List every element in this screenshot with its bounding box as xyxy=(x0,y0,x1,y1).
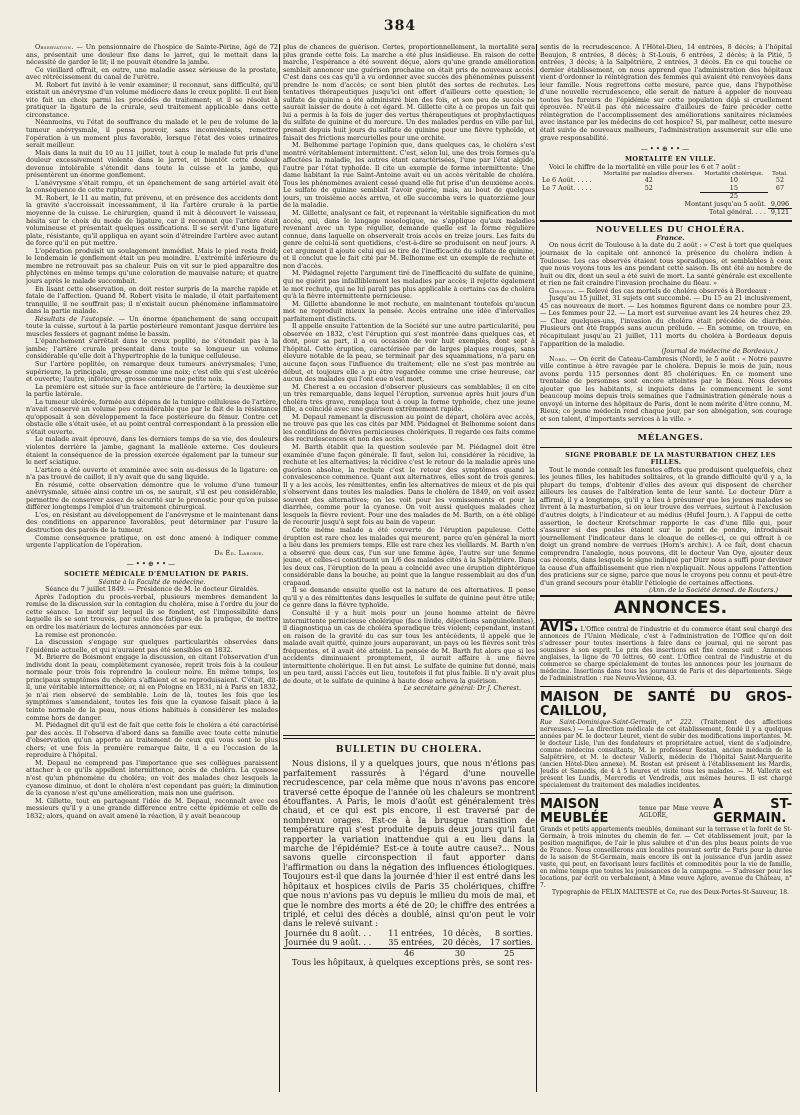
paragraph: Nous disions, il y a quelques jours, que nous n'étions pas parfaitement rassurés à l'égard d'une nouvelle recrudescence, par cela même que nous n'avons pas encore traversé cette époque de l'année où les chaleurs se montrent étouffantes. A Paris, le mois d'août est généralement très chaud, et ce qui est pis encore, il est traversé par de nombreux orages. Est-ce à la brusque transition de température qui s'est produite depuis deux jours qu'il faut rapporter la variation inattendue qui a eu lieu dans la marche de l'épidémie? Est-ce à toute autre cause?... Nous savons quelle circonspection il faut apporter dans l'affirmation ou dans la négation des influences étiologiques. Toujours est-il que dans la journée d'hier il est entré dans les hôpitaux et hospices civils de Paris 35 cholériques, chiffre que nous n'avions pas vu depuis le milieu du mois de mai, et que le nombre des morts a été de 20; le chiffre des entrées a triplé, et celui des décès a doublé, ainsi qu'on peut le voir dans le relevé suivant : xyxy=(283,758,535,929)
autopsy-text: — Un énorme épanchement de sang occupait toute la cuisse, surtout à la partie postérieure remontant jusque derrière les muscles fessiers et gagnant même le bassin. xyxy=(26,314,278,338)
paragraph: Il appelle ensuite l'attention de la Société sur une autre particularité, peu observée en 1832, c'est l'éruption qui s'est montrée dans quelques cas, et dont, pour sa part, il a eu occasion de voir huit exemples, dont sept à l'hôpital. Cette éruption, caractérisée par de larges plaques rouges, sans élevure notable de la peau, se terminait par des squammations, n'a paru en aucune façon sous l'influence du traitement; elle ne s'est pas montrée au début, et toujours elle a pu être regardée comme une crise heureuse, car aucun des malades qui l'ont eue n'est mort. xyxy=(283,322,535,384)
cell-sorties: 17 sorties. xyxy=(489,937,533,948)
table-cell: 67 xyxy=(775,184,785,193)
section-title: MÉLANGES. xyxy=(637,432,704,443)
total-entrees: 46 xyxy=(403,947,415,958)
paragraph: M. Piédagnel dit qu'il est de fait que cette fois le choléra a été caractérisé par des accès. Il l'observa d'abord dans sa famille avec toute cette minutie d'observation qu'un apporte au traitement de ceux qui vous sont le plus chers; et une fois la première remarque faite, il a eu l'occasion de la reproduire à l'hôpital. xyxy=(26,721,278,760)
source-citation: (Journal de médecine de Bordeaux.) xyxy=(661,347,778,356)
cell-entrees: 35 entrées, xyxy=(388,937,435,948)
paragraph: M. Belhomme partage l'opinion que, dans quelques cas, le choléra s'est montré véritablement intermittent. C'est, selon lui, une des trois formes qu'a affectées la maladie, les autres étant caractérisées, l'une par l'état algide, l'autre par l'état typhoïde. Il cite un exemple de forme intermittente: Une dame habitant la rue Saint-Antoine avait eu un accès véritable de choléra. Tous les phénomènes avaient cessé quand elle fut prise d'un deuxième accès. Le sulfate de quinine semblait l'avoir guérie, mais, au bout de quelques jours, un troisième accès arriva, et elle succomba vers le quatorzième jour de la maladie. xyxy=(283,141,535,210)
ad-headline: MAISON DE SANTÉ DU GROS-CAILLOU, xyxy=(540,689,792,719)
section-subtitle: Séante à la Faculté de médecine. xyxy=(98,577,206,586)
ad-rule xyxy=(540,686,792,687)
paragraph: L'os, en résistant au développement de l'anévrysme et le maintenant dans des conditions en apparence favorables, peut déterminer par l'usure la destruction des parois de la tumeur. xyxy=(26,510,278,534)
paragraph: Tout le monde connaît les funestes effets que produisent quelquefois, chez les jeunes filles, les habitudes solitaires, et la grande difficulté qu'il y a, la plupart du temps, d'obtenir d'elles des aveux qui disposent de chercher ailleurs les causes de l'altération lente de leur santé. Le docteur Dürr a affirmé, il y a longtemps, qu'il y a lieu à présumer que les jeunes malades se livrent à la masturbation, si on leur trouve des verrues, surtout à l'exclusion d'autres doigts, à l'indicateur et au médius (Hufel Journ.). A l'appui de cette assertion, le docteur Kretschmar rapporte le cas d'une fille qui, pour s'assurer si des poules étaient sur le point de pondre, introduisait journellement l'indicateur dans le cloaque de celles-ci, ce qui offrait à ce doigt un grand nombre de verrues (Horn's archiv.). A ce fait, dont chacun comprendra l'analogie, nous pouvons, dit le docteur Van Oye, ajouter deux cas récents, dans lesquels le signe indiqué par Dürr nous a suffi pour deviner la cause d'un affaiblissement que rien n'expliquait. Nous appelons l'attention des praticiens sur ce signe, parce que nous le croyons peu connu et peut-être d'un grand secours pour établir l'étiologie de certaines affections. xyxy=(540,465,792,587)
paragraph: Cette même malade a été couverte de l'éruption papuleuse. Cette éruption est rare chez les malades qui meurent, parce qu'en général la mort a lieu dans les premiers temps. Elle est rare chez les vieillards. M. Barth n'en a observé que deux cas, l'un sur une femme âgée, l'autre sur une femme jeune, et celles-ci constituent un 1/6 des malades cités à la Salpêtrière. Dans les deux cas, l'éruption de la peau a coïncidé avec une éruption diphtérique considérable dans la bouche, au point que la langue ressemblait au dos d'un crapaud. xyxy=(283,526,535,587)
column-divider xyxy=(536,44,537,1092)
paragraph: Néanmoins, vu l'état de souffrance du malade et le peu de volume de la tumeur anévrysmale, il pensa pouvoir, sans inconvénients, remettre l'opération à un moment plus favorable, lorsque l'état des voies urinaires serait meilleur. xyxy=(26,118,278,150)
table-cell: 52 xyxy=(644,184,653,193)
ad-text: Grands et petits appartements meublés, dominant sur la terrasse et la forêt de St-Germain, à trois minutes du chemin de fer. — Cet établissement jouit, par la position magnifique, de l'air le plus salubre et d'un des plus beaux points de vue de France. Nous conseillerons aux localités pouvant sortir de Paris pour la durée de la saison de St-Germain, mais encore ils ont la jouissance d'un jardin assez vaste, qui peut, en favorisant leurs facilités et commodités pour la vie de famille, en même temps que toutes les jouissances de la campagne. — S'adresser pour les locations, par écrit ou verbalement, à Mme veuve Aglore, avenue du Château, n° 7. xyxy=(540,825,792,889)
ad-avis xyxy=(540,619,792,682)
total-sorties: 25 xyxy=(504,947,515,958)
table-row xyxy=(540,185,792,193)
paragraph: Le malade avait éprouvé, dans les derniers temps de sa vie, des douleurs violentes derrière la jambe, gagnant la malléole externe. Ces douleurs étaient la conséquence de la pression exercée également par la tumeur sur le nerf sciatique. xyxy=(26,435,278,467)
paragraph: La remise est prononcée. xyxy=(35,630,118,639)
section-rule xyxy=(540,428,792,429)
ad-head: AVIS. xyxy=(540,619,579,635)
bulletin-table xyxy=(283,929,535,958)
table-cell: 10 xyxy=(729,176,738,185)
cell-deces: 20 décès, xyxy=(442,937,482,948)
ad-text: (Traitement des affections nerveuses.) — La direction médicale de cet établissement, fondé il y a quelques années par M. le docteur Leuret, vient de subir des modifications importantes. M. le docteur Lisle, l'un des fondateurs et propriétaire actuel, vient de s'adjoindre, comme médecins consultants, M. le professeur Rostan, ancien médecin de la Salpêtrière, et M. le docteur Vallerix, médecin de l'hôpital Saint-Marguerite (ancien Hôtel-Dieu annexe). M. Rostan est présent à l'établissement les Mardis, Jeudis et Samedis, de 4 à 5 heures et visite tous les malades. — M. Vallerix est présent les Lundis, Mercredis et Vendredis, aux mêmes heures. Il est chargé spécialement du traitement des maladies incidentes. xyxy=(540,718,792,789)
total-value: 9,121 xyxy=(768,209,792,217)
paragraph: M. Gillette abandonne le mot rechute, en maintenant toutefois qu'aucun mot ne reproduit mieux la pensée. Accès entraîne une idée d'intervalles parfaitement distincts. xyxy=(283,299,535,323)
annonces-title: ANNONCES. xyxy=(540,595,792,621)
autopsy-lead: Résultats de l'autopsie. xyxy=(35,314,115,323)
paragraph: Consulté il y a huit mois pour un jeune homme atteint de fièvre intermittente pernicieuse cholérique (face livide, déjections sanguinolentes), il diagnostiqua un cas de choléra sporadique très violent; cependant, instant en raison de la gravité du cas sur tous les antécédents, il appelé que le malade avait quitté, quinze jours auparavant, un pays où les fièvres sont très fréquentes, et il avait été atteint. La pensée de M. Barth fut alors que si les accidents diminuaient promptement, il aurait affaire à une fièvre intermittente cholérique. Il en fut ainsi. Le sulfate de quinine fut donné, mais un peu tard, aussi l'accès eut lieu, toutefois il fut plus faible. Il n'y avait plus de doute, et le sulfate de quinine à haute dose acheva la guérison. xyxy=(283,609,535,685)
page-number: 384 xyxy=(383,18,417,34)
paragraph: La tumeur ulcérée, formée aux dépens de la tunique celluleuse de l'artère, n'avait conservé un volume peu considérable que par le fait de la résistance qu'opposait à son développement la face postérieure du fémur. Contre cet obstacle elle s'était usée, et au point central correspondant à la pression elle s'était ouverte. xyxy=(26,397,278,436)
paragraph: Ce vieillard offrait, en outre, une maladie assez sérieuse de la prostate, avec rétrécissement du canal de l'urètre. xyxy=(26,65,278,82)
region-text: — Relevé des cas mortels de choléra observés à Bordeaux : xyxy=(578,286,771,295)
paragraph: M. Robert, le 11 au matin, fut prévenu, et en présence des accidents dont la gravité s'accroissait incessamment, il lia l'artère crurale à la partie moyenne de la cuisse. Le chirurgien, quand il mit à découvert le vaisseau, hésita sur le choix du mode de ligature, car il reconnut que l'artère était volumineuse et présentait quelques ossifications. Il se servit d'une ligature plate, résistante, qu'il appliqua en ayant soin d'étreindre l'artère avec autant de force qu'il en put mettre. xyxy=(26,193,278,248)
paragraph: L'anévrysme s'était rompu, et un épanchement de sang artériel avait été la conséquence de cette rupture. xyxy=(26,178,278,195)
cell-entrees: 11 entrées, xyxy=(388,927,435,938)
bulletin-title: BULLETIN DU CHOLÉRA. xyxy=(335,745,483,755)
section-rule xyxy=(540,447,792,448)
montant-value: 9,096 xyxy=(770,199,790,208)
paragraph: Mais dans la nuit du 10 au 11 juillet, tout à coup le malade fut pris d'une douleur excessivement violente dans le jarret, et bientôt cette douleur devenue intolérable s'étendit dans toute la cuisse et la jambe, qui présentèrent un énorme gonflement. xyxy=(26,148,278,180)
paragraph: M. Gillette, analysant ce fait, et reprenant la véritable signification du mot accès, qui, dans le langage nosologique, ne s'applique qu'aux maladies revenant avec un type régulier, demande quelle est la forme régulière connue, dans laquelle on observerait trois accès en treize jours. Les faits du genre de celui-là sont quotidiens, c'est-à-dire se produisent en neuf jours. A cet argument il ajoute celui qui se tire de l'inefficacité du sulfate de quinine, et il conclut que le fait cité par M. Belhomme est un exemple de rechute et non d'accès. xyxy=(283,209,535,270)
paragraph: L'opération produisit un soulagement immédiat. Mais le pied resta froid; le lendemain le gonflement était un peu moindre. L'extrémité inférieure du membre ne retrouvait pas sa chaleur. Puis on vit sur le pied apparaître des phlyctènes en même temps qu'une coloration de mauvaise nature; et quatre jours après le malade succombait. xyxy=(26,246,278,285)
mortality-table xyxy=(540,171,792,217)
section-rule xyxy=(283,735,535,736)
ornament-divider: —••⊕••— xyxy=(640,145,692,154)
sum-cell: 25 xyxy=(700,193,768,201)
column-left xyxy=(26,44,278,1104)
cell-deces: 10 décès, xyxy=(442,927,482,938)
paragraph: Voici le chiffre de la mortalité en ville pour les 6 et 7 août : xyxy=(549,162,741,171)
region-text: — On écrit de Cateau-Cambresis (Nord), le 5 août : « Notre pauvre ville continue à être ravagée par le choléra. Depuis le mois de juin, nous avons perdu 115 personnes dont 85 cholériques. En ce moment une trentaine de personnes sont encore atteintes par le fléau. Nous devons ajouter que les habitants, si inquiets dans le commencement le sont beaucoup moins depuis trois semaines que l'administration générale nous a envoyé un interne des hôpitaux de Paris, dont le nom mérite d'être connu, M. Rieux; ce jeune médecin rend chaque jour, par son abnégation, son courage et son talent, d'importants services à la ville. » xyxy=(540,354,792,424)
row-label: Le 7 Août. . . . . xyxy=(542,184,592,193)
paragraph: Sur l'artère poplitée, on remarque deux tumeurs anévrysmales; l'une, supérieure, la principale, grosse comme une noix; c'est elle qui s'est ulcérée et ouverte; l'autre, inférieure, grosse comme une petite noix. xyxy=(26,359,278,384)
ad-gros-caillou xyxy=(540,691,792,789)
observation-paragraph xyxy=(26,44,278,67)
paragraph: plus de chances de guérison. Certes, proportionnellement, la mortalité sera plus grande cette fois. La marche a été plus insidieuse. En raison de cette marche, l'espérance a été souvent déçue, alors qu'une grande amélioration semblait annoncer une guérison prochaine on était pris de nouveaux accès. C'est dans ces cas qu'il a vu ordonner avec succès des phénomènes puissent prendre le nom d'accès; ce sont bien plutôt des sortes de rechutes. Les tentatives thérapeutiques jusqu'ici ont offert d'ailleurs cette question; le sulfate de quinine a été administré bien des fois, et son peu de succès ne saurait laisser de doute à cet égard. M. Gillette cite à ce propos un fait qui lui a permis à la fois de juger des vertus thérapeutiques et prophylactiques du sulfate de quinine et du mercure. Un des malades perdus en ville par lui, prenait depuis huit jours du sulfate de quinine pour une fièvre typhoïde, et faisait des frictions mercurielles pour une orchite. xyxy=(283,44,535,142)
ad-place: A ST-GERMAIN. xyxy=(713,796,792,826)
table-cell: 52 xyxy=(775,176,785,185)
section-rule xyxy=(540,220,792,222)
ad-text: L'Office central de l'industrie et du commerce étant seul chargé des annonces de l'Union Médicale, c'est à l'administration de l'Office qu'on doit s'adresser pour toutes insertions à faire dans ce journal, qui ne seront pas soumises à son esprit. Le prix des insertions est fixé comme suit : Annonces anglaises, la ligne de 70 lettres, 60 cent. L'Office central de l'industrie et du commerce se charge spécialement de toutes les annonces pour les journaux de médecine. Insertions dans tous les journaux de Paris et des départements. Siège de l'administration : rue Neuve-Vivienne, 43. xyxy=(540,625,792,682)
ad-rule xyxy=(540,793,792,794)
row-label: Le 6 Août. . . . . xyxy=(542,176,592,185)
paragraph: La première est située sur la face antérieure de l'artère; la deuxième sur la partie latérale. xyxy=(26,382,278,399)
column-middle xyxy=(283,44,535,729)
paragraph: On nous écrit de Toulouse à la date du 2 août : « C'est à tort que quelques journaux de la capitale ont annoncé la présence du choléra indien à Toulouse. Les cas observés étaient tous sporadiques, et semblables à ceux que nous voyons tous les ans pendant cette saison. Ils ont été au nombre de huit ou dix, dont un seul a été suivi de mort. La santé générale est excellente et rien ne fait craindre l'invasion prochaine du fléau. » xyxy=(540,241,792,288)
source-citation: (Ann. de la Société demed. de Routers.) xyxy=(649,586,778,595)
paragraph: Comme conséquence pratique, on est donc amené à indiquer comme urgente l'application de l'opération. xyxy=(26,533,278,550)
paragraph: Après l'adoption du procès-verbal, plusieurs membres demandent la remise de la discussion sur la contagion du choléra, mise à l'ordre du jour de cette séance. Le motif sur lequel ils se fondent, est l'impossibilité dans laquelle ils se sont trouvés, par suite des fatigues de la pratique, de mettre en ordre les matériaux de lectures annoncées par eux. xyxy=(26,592,278,632)
paragraph: M. Robert fut invité à le venir examiner; il reconnut, sans difficulté, qu'il existait un anévrysme d'un volume médiocre dans le creux poplité. Il eut bien vite fait un choix parmi les procédés de traitement; et il se résolut à pratiquer la ligature de la crurale, seul traitement applicable dans cette circonstance. xyxy=(26,80,278,119)
region-lead: Nord. xyxy=(549,354,568,363)
paragraph: En lisant cette observation, on doit rester surpris de la marche rapide et fatale de l'affection. Quand M. Robert visita le malade, il était parfaitement tranquille, il ne souffrait pas; il n'existait aucun phénomène inflammatoire dans la partie malade. xyxy=(26,284,278,316)
paragraph: sentis de la recrudescence. A l'Hôtel-Dieu, 14 entrées, 8 décès; à l'hôpital Beaujon, 8 entrées, 8 décès; à St-Louis, 6 entrées, 2 décès; à la Pitié, 5 entrées, 3 décès; à la Salpêtrière, 2 entrées, 3 décès. En ce qui touche ce dernier établissement, on nous apprend que l'administration des hôpitaux vient d'ordonner la réintégration des femmes qui avaient été renvoyées dans leur famille. Nous regrettons cette mesure, parce que, dans l'hypothèse d'une nouvelle recrudescence, elle serait de nature à appeler de nouveau toutes les fureurs de l'épidémie sur cette population déjà si cruellement éprouvée. N'eût-il pas été nécessaire d'ailleurs de faire précéder cette réintégration de l'accomplissement des améliorations sanitaires réclamées avec instance par les médecins de cet hospice? Si, par malheur, cette mesure était suivie de nouveaux malheurs, l'administration assumerait sur elle une grave responsabilité. xyxy=(540,44,792,142)
total-deces: 30 xyxy=(454,947,466,958)
paragraph: M. Brierre de Boismont engage la discussion, en citant l'observation d'un individu dont la peau, complètement cyanosée, reprit trois fois à la couleur normale pour trois fois reprendre la couleur noire. En même temps, les principaux symptômes du choléra s'affaient et se reproduisaient. C'était, dit-il, une véritable intermittence; or, ni en Pologne en 1831, ni à Paris en 1832, je n'ai rien observé de semblable. Loin de là, toutes les fois que les symptômes s'amendaient, toutes les fois que la cyanose faisait place à la teinte normale de la peau, nous étions habitués à considérer les malades comme hors de danger. xyxy=(26,653,278,722)
section-title: NOUVELLES DU CHOLÉRA. xyxy=(595,224,745,235)
cell-sorties: 8 sorties. xyxy=(495,927,533,938)
signature: Dr Éd. Laborie. xyxy=(214,548,264,557)
total-row xyxy=(540,209,792,217)
paragraph: M. Piédagnel rejette l'argument tiré de l'inefficacité du sulfate de quinine, qui ne guérit pas infailliblement les maladies par accès; il rejette également le mot rechute, qui ne lui paraît pas plus applicable à certains cas de choléra qu'à la fièvre intermittente pernicieuse. xyxy=(283,269,535,301)
article-title: SIGNE PROBABLE DE LA MASTURBATION CHEZ LES FILLES. xyxy=(565,450,776,467)
paragraph: Jusqu'au 15 juillet, 31 sujets ont succombé. — Du 15 au 21 inclusivement, 45 cas nouveaux de mort. — Les hommes figurent dans ce nombre pour 23. — Les femmes pour 22. — La mort est survenue avant les 24 heures chez 29. — Chez quelques-uns, l'invasion du choléra était précédée de diarrhée. Plusieurs ont été frappés sans aucun prélude. — En somme, on trouve, en récapitulant jusqu'au 21 juillet, 111 morts du choléra à Bordeaux depuis l'apparition de la maladie. xyxy=(540,294,792,348)
paragraph: M. Cherest a eu occasion d'observer plusieurs cas semblables; il en cite un très remarquable, dans lequel l'éruption, survenue après huit jours d'un choléra très grave, remplaça tout à coup la forme typhoïde, chez une jeune fille, a coïncidé avec une guérison extrêmement rapide. xyxy=(283,382,535,414)
section-title: SOCIÉTÉ MÉDICALE D'ÉMULATION DE PARIS. xyxy=(64,570,249,579)
montant-label: Montant jusqu'au 5 août. xyxy=(684,200,766,209)
paragraph: M. Depaul ramenant la discussion au point de départ, choléra avec accès, ne trouve pas que les cas cités par MM. Piédagnel et Belhomme soient dans les conditions de fièvres pernicieuses cholériques. Il regarde ces faits comme des recrudescences et non des accès. xyxy=(283,412,535,444)
column-header: Mortalité cholérique. xyxy=(704,171,764,178)
secretary-signature: Le secrétaire général: Dr J. Cherest. xyxy=(403,684,521,693)
paragraph: M. Barth établit que la question soulevée par M. Piédagnel doit être examinée d'une façon générale. Il faut, selon lui, considérer la récidive, la rechute et les alternatives; la récidive c'est le retour de la maladie après une guérison absolue, la rechute c'est le retour des symptômes quand la convalescence commence. Quant aux alternatives, elles sont de trois genres. Il y a les accès, les rémittentes, enfin les alternatives de mieux et de pis qui s'observent dans toutes les maladies. Dans le choléra de 1849, on voit assez souvent des alternatives; on les voit pour les vomissements et pour la diarrhée, comme pour la cyanose. On voit aussi quelques malades chez lesquels la fièvre revient. Pour une des malades de M. Barth, on a été obligé de recourir jusqu'à sept fois au bain de vapeur. xyxy=(283,442,535,527)
table-cell: 15 xyxy=(729,183,738,192)
paragraph: En résumé, cette observation démontre que le volume d'une tumeur anévrysmale, située ainsi contre un os, ne saurait, s'il est peu considérable, permettre de conserver assez de sécurité sur le pronostic pour qu'on puisse différer longtemps l'emploi d'un traitement chirurgical. xyxy=(26,480,278,512)
section-rule xyxy=(283,738,535,739)
paragraph: La discussion s'engage sur quelques particularités observées dans l'épidémie actuelle, et qui n'auraient pas été sensibles en 1832. xyxy=(26,638,278,654)
column-header: Total. xyxy=(772,171,788,178)
ornament-divider: —••⊕••— xyxy=(126,560,178,569)
column-divider xyxy=(279,44,280,1092)
paragraph: M. Depaul ne comprend pas l'importance que ses collègues paraissent attacher à ce qu'ils appellent intermittence, accès de choléra. La cyanose n'est qu'un phénomène du choléra; on voit des malades chez lesquels la cyanose diminue, et dont le choléra n'est cependant pas guéri; la diminution de la cyanose n'est qu'une amélioration, mais non une guérison. xyxy=(26,758,278,798)
ad-address: Rue Saint-Dominique-Saint-Germain, n° 222. xyxy=(540,718,694,726)
session-date: Séance du 7 juillet 1849. — Présidence de M. le docteur Giraldès. xyxy=(45,585,259,594)
row-label: Journée du 9 août. . . xyxy=(285,937,372,948)
table-cell: 42 xyxy=(644,176,653,185)
observation-lead: Observation. xyxy=(35,44,74,51)
section-subtitle: France. xyxy=(656,233,685,242)
paragraph: Tous les hôpitaux, à quelques exceptions près, se sont res- xyxy=(292,956,533,967)
column-right xyxy=(540,44,792,1104)
paragraph: M. Gillette, tout en partageant l'idée de M. Depaul, reconnaît avec ces messieurs qu'il y a une grande différence entre cette épidémie et celle de 1832; alors, quand on avait amené la réaction, il y avait beaucoup xyxy=(26,796,278,820)
table-row xyxy=(283,938,535,948)
ad-header-row xyxy=(540,798,792,826)
column-header: Mortalité par maladies diverses. xyxy=(603,171,695,178)
paragraph: Il se demande ensuite quelle est la nature de ces alternatives. Il pense qu'il y a des rémittentes dans lesquelles le sulfate de quinine peut être utile; ce genre dans la fièvre typhoïde. xyxy=(283,586,535,610)
observation-text: — Un pensionnaire de l'hospice de Sainte-Périne, âgé de 72 ans, présentait une douleur fixe dans le jarret, qui le mettait dans la nécessité de garder le lit; il ne pouvait étendre la jambe. xyxy=(26,44,278,67)
row-label: Journée du 8 août. . . xyxy=(285,927,372,938)
bulletin-section xyxy=(283,745,535,1085)
ad-maison-meublee xyxy=(540,798,792,889)
paragraph: L'épanchement s'arrêtait dans le creux poplité, ne s'étendait pas à la jambe; l'artère crurale présentait dans toute sa longueur un volume considérable qu'elle doit à l'hypertrophie de la tunique celluleuse. xyxy=(26,337,278,361)
autopsy-paragraph xyxy=(26,316,278,339)
paragraph: L'artère a été ouverte et examinée avec soin au-dessus de la ligature: on n'a pas trouvé de caillot, il n'y avait que du sang liquide. xyxy=(26,465,278,482)
section-title: MORTALITÉ EN VILLE. xyxy=(624,155,717,164)
region-lead: Gironde. xyxy=(549,286,577,295)
ad-headline: MAISON MEUBLÉE xyxy=(540,796,609,826)
imprint: Typographie de FÉLIX MALTESTE et Ce, rue des Deux-Portes-St-Sauveur, 18. xyxy=(551,888,790,896)
ad-keeper: tenue par Mme veuve AGLORE, xyxy=(639,804,710,819)
nord-paragraph xyxy=(540,356,792,424)
total-label: Total général. . . . xyxy=(708,208,766,217)
